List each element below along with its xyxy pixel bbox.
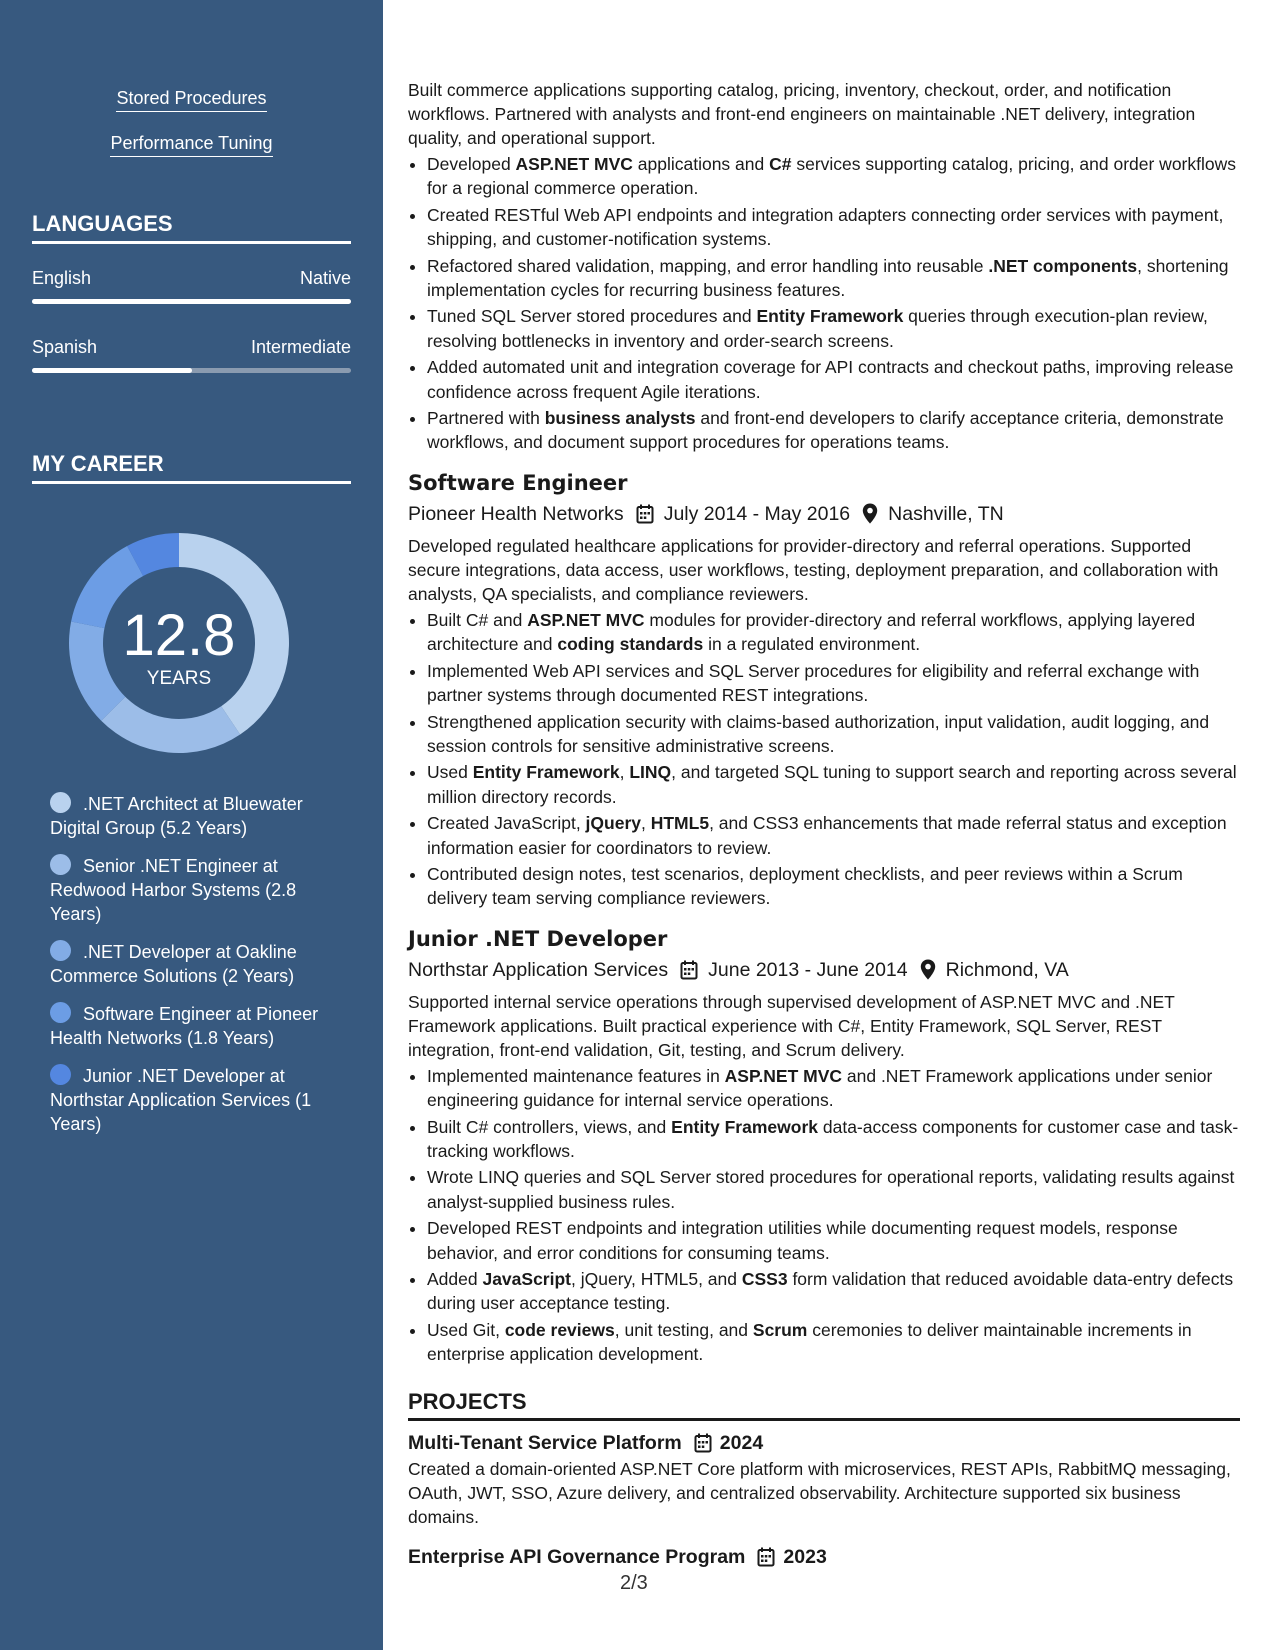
calendar-icon	[680, 960, 698, 980]
career-legend-label: Senior .NET Engineer at Redwood Harbor Systems (2.8 Years)	[50, 856, 297, 924]
job-title: Junior .NET Developer	[408, 926, 668, 951]
project-title: Multi-Tenant Service Platform	[408, 1431, 682, 1454]
job-bullets	[408, 608, 1240, 911]
bullet-item: • Added automated unit and integration coverage for API contracts and checkout paths, improving release confidence across frequent Agile iterations.	[427, 355, 1240, 404]
language-proficiency-bar	[32, 299, 351, 304]
language-proficiency-bar	[32, 368, 351, 373]
language-proficiency-fill	[32, 299, 351, 304]
job-summary: Supported internal service operations through supervised development of ASP.NET MVC and .NET Framework applications. Built practical experience with C#, Entity Framework, SQL Server, REST integration, front-end validation, Git, testing, and Scrum delivery.	[408, 991, 1175, 1060]
job-bullets	[408, 1064, 1240, 1367]
legend-dot	[50, 854, 71, 875]
job-company: Pioneer Health Networks	[408, 502, 624, 525]
job-title: Software Engineer	[408, 470, 628, 495]
skill-item[interactable]	[0, 133, 383, 157]
bold-keyword: CSS3	[741, 1269, 788, 1289]
language-name: English	[32, 268, 92, 288]
career-legend-label: .NET Architect at Bluewater Digital Group (5.2 Years)	[50, 794, 303, 838]
bullet-item: • Implemented Web API services and SQL Server procedures for eligibility and referral exchange with partner systems through documented REST integrations.	[427, 659, 1240, 708]
bold-keyword: Scrum	[752, 1319, 808, 1340]
bold-keyword: Entity Framework	[671, 1116, 818, 1137]
main-content	[408, 78, 1240, 1571]
language-level: Intermediate	[250, 337, 351, 357]
language-level: Native	[299, 268, 351, 288]
bullet-item: • Built C# and ASP.NET MVC modules for provider-directory and referral workflows, applying layered architecture and coding standards in a regulated environment.	[427, 608, 1240, 657]
bullet-item: • Used Entity Framework, LINQ, and targeted SQL tuning to support search and reporting across several million directory records.	[427, 760, 1240, 809]
legend-dot	[50, 1002, 71, 1023]
languages-heading: LANGUAGES	[32, 211, 351, 244]
bullet-item: • Added JavaScript, jQuery, HTML5, and CSS3 form validation that reduced avoidable data-entry defects during user acceptance testing.	[427, 1267, 1240, 1316]
bold-keyword: HTML5	[650, 813, 710, 834]
career-legend-label: Software Engineer at Pioneer Health Networks (1.8 Years)	[50, 1004, 319, 1048]
job-meta	[408, 500, 1240, 528]
job-meta	[408, 956, 1240, 984]
bullet-item: • Developed ASP.NET MVC applications and C# services supporting catalog, pricing, and order workflows for a regional commerce operation.	[427, 152, 1240, 201]
page-number: 2/3	[620, 1572, 648, 1594]
skill-label[interactable]: Stored Procedures	[116, 88, 266, 112]
bold-keyword: Entity Framework	[472, 762, 620, 783]
bold-keyword: coding standards	[557, 634, 704, 655]
bullet-item: • Created RESTful Web API endpoints and integration adapters connecting order services with payment, shipping, and customer-notification systems.	[427, 203, 1240, 252]
bold-keyword: JavaScript	[482, 1269, 571, 1289]
projects-heading: PROJECTS	[408, 1389, 1240, 1421]
legend-dot	[50, 940, 71, 961]
bold-keyword: Entity Framework	[756, 306, 904, 327]
legend-dot	[50, 792, 71, 813]
legend-dot	[50, 1064, 71, 1085]
language-name: Spanish	[32, 337, 98, 357]
skill-label[interactable]: Performance Tuning	[110, 133, 272, 157]
project-title-row	[408, 1429, 1240, 1457]
bullet-item: • Used Git, code reviews, unit testing, and Scrum ceremonies to deliver maintainable increments in enterprise application development.	[427, 1318, 1240, 1367]
language-proficiency-fill	[32, 368, 192, 373]
calendar-icon	[694, 1433, 712, 1453]
location-pin-icon	[862, 503, 878, 524]
sidebar	[0, 0, 383, 1650]
job-bullets	[408, 152, 1240, 455]
calendar-icon	[636, 504, 654, 524]
career-legend-item	[50, 1002, 340, 1050]
project-year: 2024	[719, 1431, 764, 1454]
bullet-item: • Created JavaScript, jQuery, HTML5, and CSS3 enhancements that made referral status and exception information easier for coordinators to review.	[427, 811, 1240, 860]
job-summary: Developed regulated healthcare applications for provider-directory and referral operations. Supported secure integrations, data access, user workflows, testing, deployment preparation, and collaboration with analysts, QA specialists, and compliance reviewers.	[408, 535, 1219, 604]
career-donut-chart	[66, 530, 292, 756]
skill-item[interactable]	[0, 88, 383, 112]
career-legend-item	[50, 792, 340, 840]
career-legend-label: Junior .NET Developer at Northstar Application Services (1 Years)	[50, 1066, 312, 1134]
bold-keyword: .NET components	[988, 255, 1138, 276]
bullet-item: • Wrote LINQ queries and SQL Server stored procedures for operational reports, validating results against analyst-supplied business rules.	[427, 1165, 1240, 1214]
donut-slice	[101, 697, 240, 753]
career-years-unit: YEARS	[146, 668, 212, 689]
bold-keyword: jQuery	[585, 813, 641, 834]
job-dates: June 2013 - June 2014	[708, 958, 908, 981]
bullet-item: • Built C# controllers, views, and Entity Framework data-access components for customer case and task-tracking workflows.	[427, 1115, 1240, 1164]
job-company: Northstar Application Services	[408, 958, 669, 981]
career-legend-item	[50, 1064, 340, 1136]
project-year: 2023	[783, 1545, 827, 1568]
bullet-item: • Developed REST endpoints and integration utilities while documenting request models, response behavior, and error conditions for consuming teams.	[427, 1216, 1240, 1265]
career-legend-label: .NET Developer at Oakline Commerce Solutions (2 Years)	[50, 942, 297, 986]
job-summary: Built commerce applications supporting catalog, pricing, inventory, checkout, order, and notification workflows. Partnered with analysts and front-end engineers on maintainable .NET delivery, integration quality, and operational support.	[408, 80, 1196, 148]
bold-keyword: LINQ	[629, 762, 672, 783]
bullet-item: • Strengthened application security with claims-based authorization, input validation, audit logging, and session controls for sensitive administrative screens.	[427, 710, 1240, 759]
career-legend-item	[50, 940, 340, 988]
bullet-item: • Partnered with business analysts and front-end developers to clarify acceptance criteria, demonstrate workflows, and document support procedures for operations teams.	[427, 406, 1240, 455]
project-description: Created a domain-oriented ASP.NET Core platform with microservices, REST APIs, RabbitMQ messaging, OAuth, JWT, SSO, Azure delivery, and centralized observability. Architecture supported six business domains.	[408, 1458, 1231, 1527]
project-title: Enterprise API Governance Program	[408, 1545, 746, 1568]
career-total-years: 12.8	[122, 603, 236, 668]
location-pin-icon	[920, 959, 936, 980]
bold-keyword: code reviews	[504, 1319, 615, 1340]
bullet-item: • Refactored shared validation, mapping, and error handling into reusable .NET components, shortening implementation cycles for recurring business features.	[427, 254, 1240, 303]
bold-keyword: business analysts	[544, 408, 696, 429]
language-row	[32, 268, 351, 289]
job-location: Nashville, TN	[888, 502, 1004, 525]
bold-keyword: C#	[769, 154, 792, 174]
bullet-item: • Tuned SQL Server stored procedures and Entity Framework queries through execution-plan review, resolving bottlenecks in inventory and order-search screens.	[427, 304, 1240, 353]
career-legend-item	[50, 854, 340, 926]
project-title-row	[408, 1543, 1240, 1571]
calendar-icon	[757, 1547, 775, 1567]
bold-keyword: ASP.NET MVC	[724, 1065, 843, 1086]
job-dates: July 2014 - May 2016	[663, 502, 851, 525]
career-heading: MY CAREER	[32, 451, 351, 484]
bold-keyword: ASP.NET MVC	[515, 154, 633, 174]
language-row	[32, 337, 351, 358]
bold-keyword: ASP.NET MVC	[527, 609, 645, 630]
job-location: Richmond, VA	[945, 958, 1069, 981]
bullet-item: • Contributed design notes, test scenarios, deployment checklists, and peer reviews within a Scrum delivery team serving compliance reviewers.	[427, 862, 1240, 911]
bullet-item: • Implemented maintenance features in ASP.NET MVC and .NET Framework applications under senior engineering guidance for internal service operations.	[427, 1064, 1240, 1113]
